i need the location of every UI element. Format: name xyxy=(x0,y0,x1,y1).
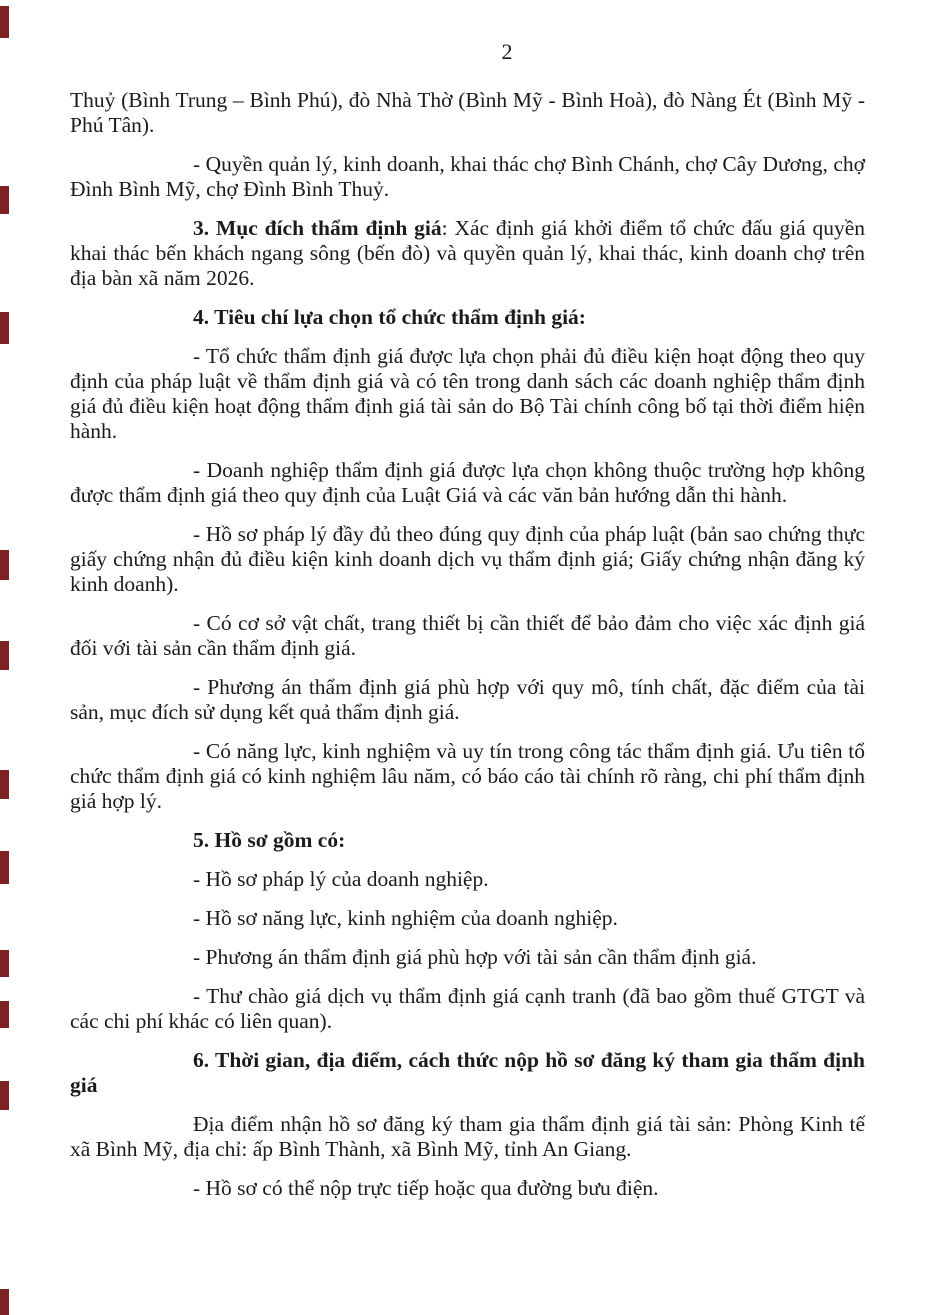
scan-mark xyxy=(0,1289,9,1315)
scan-mark xyxy=(0,770,9,799)
paragraph xyxy=(70,611,865,661)
text-run: - Phương án thẩm định giá phù hợp với tài sản cần thẩm định giá. xyxy=(193,945,757,969)
paragraph xyxy=(70,344,865,444)
scan-mark xyxy=(0,851,9,884)
text-run: Thuỷ (Bình Trung – Bình Phú), đò Nhà Thờ (Bình Mỹ - Bình Hoà), đò Nàng Ét (Bình Mỹ - Phú Tân). xyxy=(70,88,865,137)
paragraph xyxy=(70,458,865,508)
paragraph xyxy=(70,828,865,853)
scan-mark xyxy=(0,950,9,977)
scan-mark xyxy=(0,1081,9,1110)
scan-mark xyxy=(0,6,9,38)
text-run: - Hồ sơ pháp lý đầy đủ theo đúng quy định của pháp luật (bản sao chứng thực giấy chứng nhận đủ điều kiện kinh doanh dịch vụ thẩm định giá; Giấy chứng nhận đăng ký kinh doanh). xyxy=(70,522,865,596)
paragraph xyxy=(70,88,865,138)
scan-mark xyxy=(0,550,9,580)
scan-mark xyxy=(0,1001,9,1028)
text-run: - Phương án thẩm định giá phù hợp với quy mô, tính chất, đặc điểm của tài sản, mục đích sử dụng kết quả thẩm định giá. xyxy=(70,675,865,724)
paragraph xyxy=(70,1112,865,1162)
scan-mark xyxy=(0,186,9,214)
text-run: - Có năng lực, kinh nghiệm và uy tín trong công tác thẩm định giá. Ưu tiên tổ chức thẩm định giá có kinh nghiệm lâu năm, có báo cáo tài chính rõ ràng, chi phí thẩm định giá hợp lý. xyxy=(70,739,865,813)
text-run: 4. Tiêu chí lựa chọn tổ chức thẩm định giá: xyxy=(193,305,586,329)
paragraph xyxy=(70,305,865,330)
document-body xyxy=(70,88,865,1215)
scan-mark xyxy=(0,641,9,670)
paragraph xyxy=(70,522,865,597)
text-run: - Quyền quản lý, kinh doanh, khai thác chợ Bình Chánh, chợ Cây Dương, chợ Đình Bình Mỹ, chợ Đình Bình Thuỷ. xyxy=(70,152,865,201)
text-run: - Hồ sơ có thể nộp trực tiếp hoặc qua đường bưu điện. xyxy=(193,1176,659,1200)
paragraph xyxy=(70,152,865,202)
text-run: - Doanh nghiệp thẩm định giá được lựa chọn không thuộc trường hợp không được thẩm định giá theo quy định của Luật Giá và các văn bản hướng dẫn thi hành. xyxy=(70,458,865,507)
scan-mark xyxy=(0,312,9,344)
paragraph xyxy=(70,675,865,725)
text-run: - Tổ chức thẩm định giá được lựa chọn phải đủ điều kiện hoạt động theo quy định của pháp luật về thẩm định giá và có tên trong danh sách các doanh nghiệp thẩm định giá đủ điều kiện hoạt động thẩm định giá tài sản do Bộ Tài chính công bố tại thời điểm hiện hành. xyxy=(70,344,865,443)
paragraph xyxy=(70,216,865,291)
page-number: 2 xyxy=(501,39,513,64)
text-run: 3. Mục đích thẩm định giá xyxy=(193,216,442,240)
paragraph xyxy=(70,945,865,970)
text-run: - Có cơ sở vật chất, trang thiết bị cần thiết để bảo đảm cho việc xác định giá đối với tài sản cần thẩm định giá. xyxy=(70,611,865,660)
text-run: Địa điểm nhận hồ sơ đăng ký tham gia thẩm định giá tài sản: Phòng Kinh tế xã Bình Mỹ, địa chỉ: ấp Bình Thành, xã Bình Mỹ, tỉnh An Giang. xyxy=(70,1112,865,1161)
text-run: 5. Hồ sơ gồm có: xyxy=(193,828,346,852)
text-run: - Hồ sơ năng lực, kinh nghiệm của doanh nghiệp. xyxy=(193,906,618,930)
paragraph xyxy=(70,1048,865,1098)
text-run: - Hồ sơ pháp lý của doanh nghiệp. xyxy=(193,867,489,891)
paragraph xyxy=(70,867,865,892)
paragraph xyxy=(70,1176,865,1201)
text-run: : Xác định giá khởi điểm tổ chức đấu giá quyền khai thác bến khách ngang sông (bến đò) và quyền quản lý, khai thác, kinh doanh chợ trên địa bàn xã năm 2026. xyxy=(70,216,865,290)
paragraph xyxy=(70,906,865,931)
paragraph xyxy=(70,984,865,1034)
text-run: 6. Thời gian, địa điểm, cách thức nộp hồ sơ đăng ký tham gia thẩm định giá xyxy=(70,1048,865,1097)
text-run: - Thư chào giá dịch vụ thẩm định giá cạnh tranh (đã bao gồm thuế GTGT và các chi phí khác có liên quan). xyxy=(70,984,865,1033)
paragraph xyxy=(70,739,865,814)
